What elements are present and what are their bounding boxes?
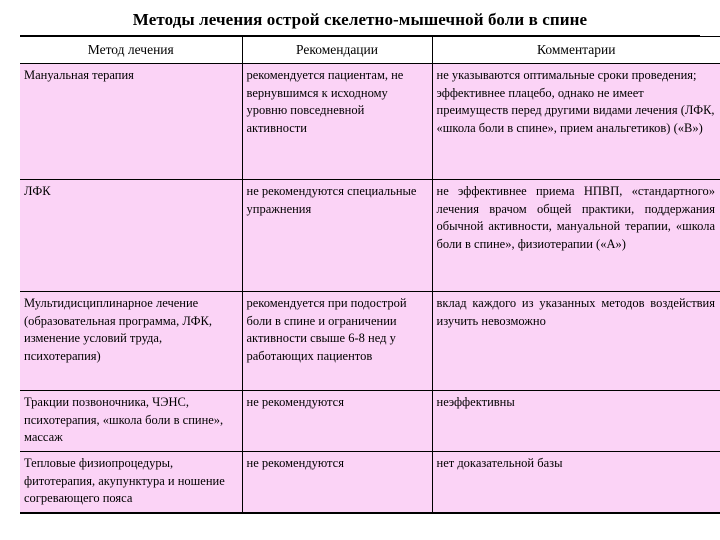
cell-recommendation: не рекомендуются <box>242 391 432 452</box>
table-header-row <box>20 37 720 64</box>
cell-method: Мультидисциплинарное лечение (образовательная программа, ЛФК, изменение условий труда, психотерапия) <box>20 292 242 391</box>
table-row <box>20 180 720 292</box>
table-row <box>20 64 720 180</box>
cell-comment: вклад каждого из указанных методов воздействия изучить невозможно <box>432 292 720 391</box>
treatment-methods-table <box>20 36 720 514</box>
page-title: Методы лечения острой скелетно-мышечной боли в спине <box>132 10 588 29</box>
table-row <box>20 452 720 513</box>
cell-comment: нет доказательной базы <box>432 452 720 513</box>
cell-method: ЛФК <box>20 180 242 292</box>
cell-method: Мануальная терапия <box>20 64 242 180</box>
table-row <box>20 292 720 391</box>
cell-method: Тепловые физиопроцедуры, фитотерапия, акупунктура и ношение согревающего пояса <box>20 452 242 513</box>
column-header-method: Метод лечения <box>20 37 242 64</box>
cell-recommendation: не рекомендуются специальные упражнения <box>242 180 432 292</box>
cell-comment: не эффективнее приема НПВП, «стандартного» лечения врачом общей практики, поддержания обычной активности, мануальной терапии, «школа боли в спине», физиотерапии («А») <box>432 180 720 292</box>
cell-comment: неэффективны <box>432 391 720 452</box>
table-row <box>20 391 720 452</box>
cell-recommendation: не рекомендуются <box>242 452 432 513</box>
cell-recommendation: рекомендуется пациентам, не вернувшимся к исходному уровню повседневной активности <box>242 64 432 180</box>
column-header-recommendation: Рекомендации <box>242 37 432 64</box>
cell-method: Тракции позвоночника, ЧЭНС, психотерапия, «школа боли в спине», массаж <box>20 391 242 452</box>
cell-recommendation: рекомендуется при подострой боли в спине и ограничении активности свыше 6-8 нед у работающих пациентов <box>242 292 432 391</box>
cell-comment: не указываются оптимальные сроки проведения; эффективнее плацебо, однако не имеет преимуществ перед другими видами лечения (ЛФК, «школа боли в спине», прием анальгетиков) («В») <box>432 64 720 180</box>
column-header-comment: Комментарии <box>432 37 720 64</box>
